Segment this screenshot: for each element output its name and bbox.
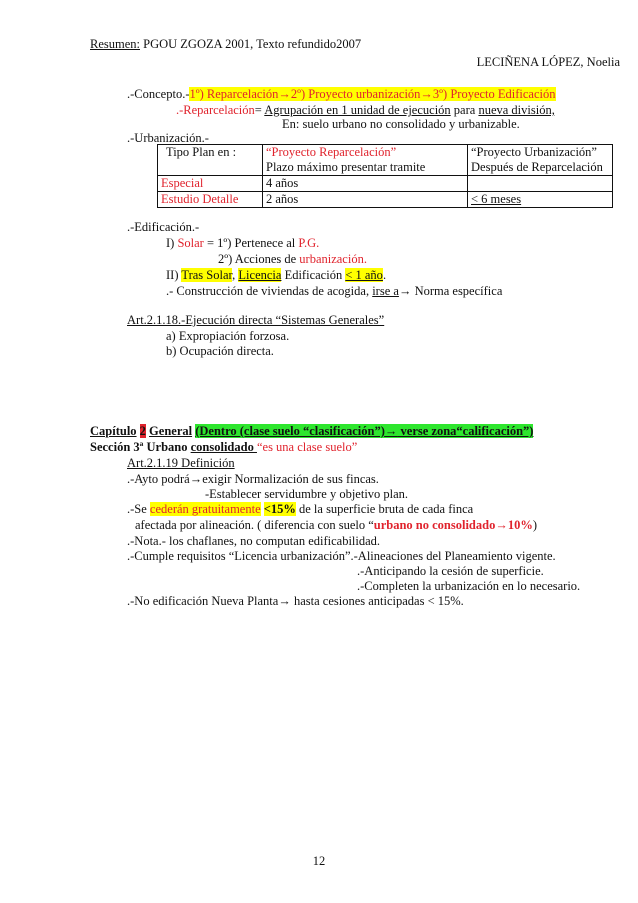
afectada-text: afectada por alineación. ( diferencia con suelo “	[135, 518, 374, 532]
equals-sign: =	[254, 103, 265, 117]
table-header-cell	[468, 145, 613, 176]
concepto-line	[127, 87, 556, 102]
es-una-clase-text: “es una clase suelo”	[256, 440, 358, 454]
art-2-1-18-title: Art.2.1.18.-Ejecución directa “Sistemas Generales”	[127, 313, 385, 327]
cederan-highlight: cederán gratuitamente	[149, 502, 261, 516]
urbano-no-consolidado: urbano no consolidado	[373, 518, 496, 532]
arrow-icon: →	[278, 594, 291, 608]
header-despues: Después de Reparcelación	[471, 160, 603, 174]
header-urbanizacion: “Proyecto Urbanización”	[471, 145, 597, 159]
table-cell: Estudio Detalle	[158, 192, 263, 208]
irse-a-text: irse a	[372, 284, 399, 298]
step1-label: 1º) Reparcelación	[189, 87, 279, 101]
licencia-highlight: Licencia	[238, 268, 282, 282]
table-header-row	[158, 145, 613, 176]
reparcelacion-label: .-Reparcelación	[176, 103, 255, 117]
art-2-1-19-title: Art.2.1.19 Definición	[127, 456, 235, 470]
capitulo-number: 2	[139, 424, 146, 438]
reparcelacion-line	[176, 103, 555, 118]
consolidado-label: consolidado	[190, 440, 257, 454]
seccion-line	[90, 440, 357, 455]
step3-label: 3º) Proyecto Edificación	[432, 87, 556, 101]
general-label: General	[149, 424, 193, 438]
table-row	[158, 176, 613, 192]
concepto-prefix: .-Concepto.-	[127, 87, 190, 101]
urbanizacion-heading: .-Urbanización.-	[127, 131, 209, 145]
verse-text: verse zona“calificación”)	[397, 424, 534, 438]
resumen-label: Resumen:	[90, 37, 140, 51]
construccion-line	[166, 284, 502, 299]
solar-label: Solar	[177, 236, 204, 250]
exigir-text: exigir Normalización de sus fincas.	[202, 472, 379, 486]
table-row	[158, 192, 613, 208]
roman-two: II)	[166, 268, 182, 282]
arrow-icon: →	[384, 424, 398, 438]
nota-text: .-Nota.- los chaflanes, no computan edificabilidad.	[127, 534, 381, 548]
agrupacion-text: Agrupación en 1 unidad de ejecución	[264, 103, 451, 117]
cederan-line	[127, 502, 473, 517]
capitulo-line	[90, 424, 533, 439]
roman-one: I)	[166, 236, 178, 250]
step2-label: 2º) Proyecto urbanización	[290, 87, 421, 101]
anticipando-text: .-Anticipando la cesión de superficie.	[357, 564, 544, 578]
en-suelo-text: En: suelo urbano no consolidado y urbanizable.	[282, 117, 520, 131]
afectada-line	[135, 518, 537, 533]
dentro-text: (Dentro (clase suelo “clasificación”)	[195, 424, 385, 438]
page-number: 12	[312, 854, 326, 868]
edificacion-text: Edificación	[281, 268, 346, 282]
no-edificacion-line	[127, 594, 464, 609]
list-item: a) Expropiación forzosa.	[166, 329, 290, 343]
document-title: PGOU ZGOZA 2001, Texto refundido2007	[140, 37, 362, 51]
lt15-highlight: <15%	[263, 502, 296, 516]
ayto-line	[127, 472, 379, 487]
cesiones-text: hasta cesiones anticipadas < 15%.	[290, 594, 464, 608]
arrow-icon: →	[278, 87, 291, 101]
pertenece-text: = 1º) Pertenece al	[203, 236, 299, 250]
table-cell: Especial	[158, 176, 263, 192]
close-paren: )	[532, 518, 538, 532]
seccion-label: Sección 3ª Urbano	[90, 440, 191, 454]
capitulo-label: Capítulo	[90, 424, 137, 438]
author-name: LECIÑENA LÓPEZ, Noelia	[476, 55, 620, 69]
less-than-one-year: < 1 año	[345, 268, 383, 282]
construccion-text: .- Construcción de viviendas de acogida,	[166, 284, 373, 298]
acciones-line	[218, 252, 367, 267]
arrow-icon: →	[420, 87, 433, 101]
list-item: b) Ocupación directa.	[166, 344, 274, 358]
header-tipo-plan: Tipo Plan en :	[166, 145, 237, 159]
superficie-text: de la superficie bruta de cada finca	[295, 502, 474, 516]
table-cell: 2 años	[263, 192, 468, 208]
comma: ,	[232, 268, 239, 282]
servidumbre-text: -Establecer servidumbre y objetivo plan.	[205, 487, 409, 501]
arrow-icon: →	[495, 518, 508, 532]
ayto-text: .-Ayto podrá	[127, 472, 190, 486]
tras-solar-line	[166, 268, 386, 283]
table-cell: < 6 meses	[468, 192, 613, 208]
period: .	[382, 268, 387, 282]
acciones-text: 2º) Acciones de	[218, 252, 300, 266]
table-cell	[468, 176, 613, 192]
urbanizacion-red: urbanización.	[299, 252, 367, 266]
pg-label: P.G.	[298, 236, 320, 250]
plan-table	[157, 144, 613, 208]
se-text: .-Se	[127, 502, 150, 516]
tras-solar-highlight: Tras Solar	[181, 268, 233, 282]
arrow-icon: →	[398, 284, 412, 298]
norma-text: Norma específica	[411, 284, 503, 298]
completen-text: .-Completen la urbanización en lo necesario.	[357, 579, 581, 593]
cumple-text: .-Cumple requisitos “Licencia urbanización”.-Alineaciones del Planeamiento vigente.	[127, 549, 556, 563]
edificacion-heading: .-Edificación.-	[127, 220, 200, 234]
header-line	[90, 37, 361, 52]
table-cell: 4 años	[263, 176, 468, 192]
solar-line	[166, 236, 319, 251]
table-header-cell	[263, 145, 468, 176]
table-header-cell	[158, 145, 263, 176]
nueva-division-text: nueva división,	[478, 103, 555, 117]
dentro-highlight	[195, 424, 533, 438]
ten-percent: 10%	[507, 518, 533, 532]
para-text: para	[450, 103, 479, 117]
header-reparcelacion: “Proyecto Reparcelación”	[266, 145, 397, 159]
concepto-highlight	[189, 87, 555, 101]
arrow-icon: →	[189, 472, 203, 486]
no-edificacion-text: .-No edificación Nueva Planta	[127, 594, 279, 608]
header-plazo: Plazo máximo presentar tramite	[266, 160, 426, 174]
